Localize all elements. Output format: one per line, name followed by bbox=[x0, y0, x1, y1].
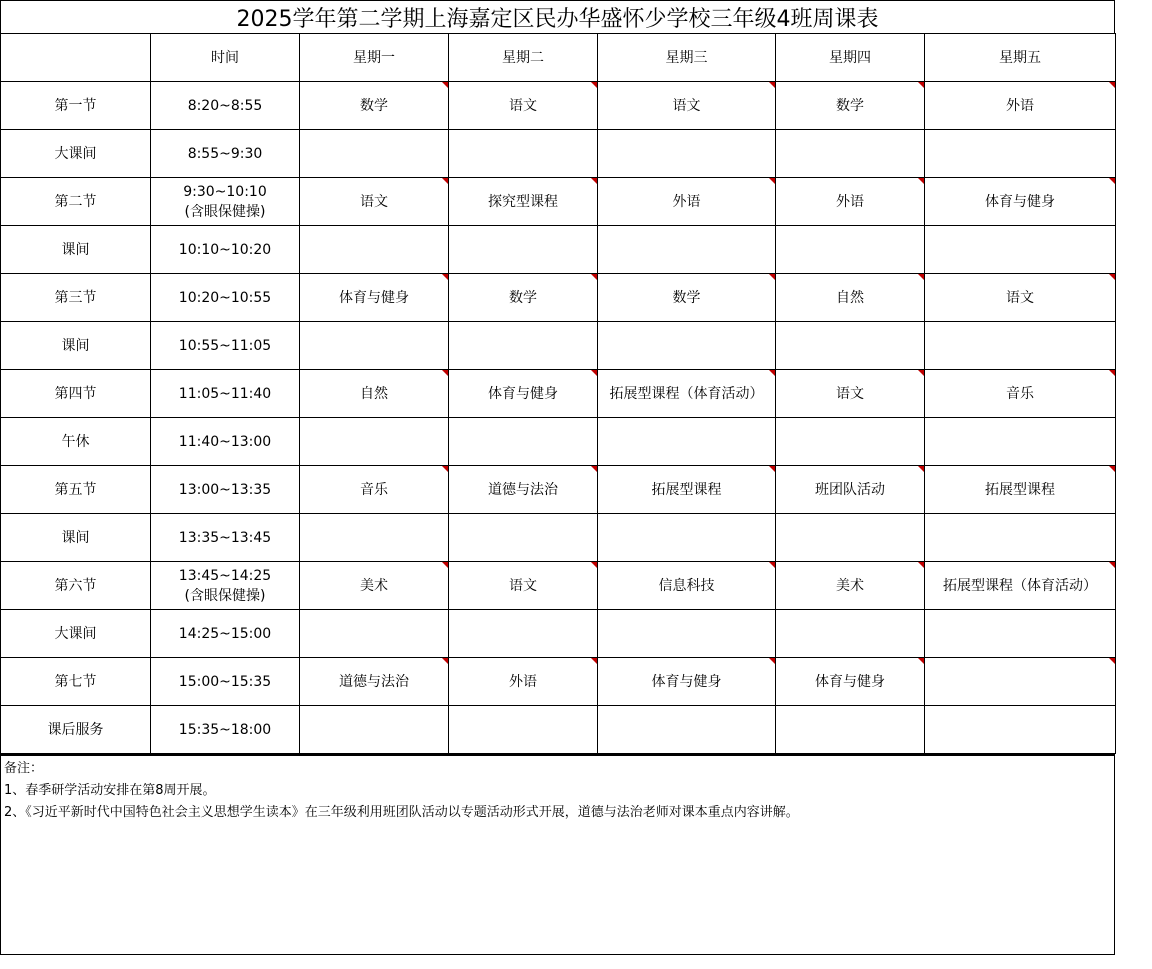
table-row bbox=[1, 466, 1116, 514]
class-cell[interactable] bbox=[776, 658, 925, 706]
time-line: 10:20~10:55 bbox=[178, 289, 272, 306]
comment-marker-icon[interactable] bbox=[769, 466, 775, 472]
class-label: 道德与法治 bbox=[339, 673, 409, 690]
class-label: 音乐 bbox=[1006, 385, 1034, 402]
time-line: 8:20~8:55 bbox=[187, 97, 263, 114]
class-cell[interactable] bbox=[449, 322, 598, 370]
table-row bbox=[1, 274, 1116, 322]
class-cell[interactable] bbox=[449, 658, 598, 706]
class-label: 信息科技 bbox=[658, 577, 715, 594]
header-cell[interactable]: 星期一 bbox=[300, 34, 449, 82]
class-cell[interactable] bbox=[300, 82, 449, 130]
time-line: 11:40~13:00 bbox=[178, 433, 272, 450]
class-cell[interactable] bbox=[776, 514, 925, 562]
time-cell[interactable] bbox=[151, 706, 300, 754]
class-cell[interactable] bbox=[776, 610, 925, 658]
class-cell[interactable] bbox=[300, 130, 449, 178]
class-cell[interactable] bbox=[925, 418, 1116, 466]
class-label: 拓展型课程 bbox=[985, 481, 1055, 498]
period-cell[interactable]: 午休 bbox=[1, 418, 151, 466]
time-cell[interactable] bbox=[151, 370, 300, 418]
class-cell[interactable] bbox=[598, 130, 776, 178]
time-line: 13:35~13:45 bbox=[178, 529, 272, 546]
time-cell[interactable] bbox=[151, 658, 300, 706]
time-line: 15:00~15:35 bbox=[178, 673, 272, 690]
class-cell[interactable] bbox=[449, 514, 598, 562]
class-cell[interactable] bbox=[449, 130, 598, 178]
class-label: 数学 bbox=[509, 289, 537, 306]
class-cell[interactable] bbox=[776, 226, 925, 274]
class-cell[interactable] bbox=[925, 178, 1116, 226]
class-cell[interactable] bbox=[925, 370, 1116, 418]
time-cell[interactable] bbox=[151, 274, 300, 322]
comment-marker-icon[interactable] bbox=[591, 370, 597, 376]
table-row bbox=[1, 610, 1116, 658]
time-cell[interactable] bbox=[151, 178, 300, 226]
note-item-2: 2、《习近平新时代中国特色社会主义思想学生读本》在三年级利用班团队活动以专题活动形式开展，道德与法治老师对课本重点内容讲解。 bbox=[4, 805, 799, 820]
class-cell[interactable] bbox=[300, 226, 449, 274]
class-cell[interactable] bbox=[449, 466, 598, 514]
time-line: 13:00~13:35 bbox=[178, 481, 272, 498]
comment-marker-icon[interactable] bbox=[1109, 562, 1115, 568]
time-line: 10:10~10:20 bbox=[178, 241, 272, 258]
class-cell[interactable] bbox=[776, 562, 925, 610]
class-cell[interactable] bbox=[449, 82, 598, 130]
notes-label: 备注： bbox=[4, 761, 44, 776]
class-cell[interactable] bbox=[300, 514, 449, 562]
class-label: 外语 bbox=[509, 673, 537, 690]
time-line: 9:30~10:10 bbox=[183, 183, 267, 200]
class-cell[interactable] bbox=[598, 82, 776, 130]
comment-marker-icon[interactable] bbox=[591, 274, 597, 280]
period-cell[interactable]: 第四节 bbox=[1, 370, 151, 418]
comment-marker-icon[interactable] bbox=[1109, 274, 1115, 280]
class-label: 语文 bbox=[509, 97, 537, 114]
comment-marker-icon[interactable] bbox=[442, 658, 448, 664]
comment-marker-icon[interactable] bbox=[442, 178, 448, 184]
comment-marker-icon[interactable] bbox=[918, 178, 924, 184]
period-cell[interactable]: 大课间 bbox=[1, 130, 151, 178]
class-label: 美术 bbox=[836, 577, 864, 594]
class-cell[interactable] bbox=[300, 274, 449, 322]
comment-marker-icon[interactable] bbox=[1109, 82, 1115, 88]
comment-marker-icon[interactable] bbox=[591, 178, 597, 184]
class-cell[interactable] bbox=[925, 658, 1116, 706]
class-cell[interactable] bbox=[598, 658, 776, 706]
class-cell[interactable] bbox=[776, 418, 925, 466]
notes-area[interactable] bbox=[0, 754, 1115, 955]
class-label: 语文 bbox=[509, 577, 537, 594]
time-cell[interactable] bbox=[151, 418, 300, 466]
time-line: 15:35~18:00 bbox=[178, 721, 272, 738]
comment-marker-icon[interactable] bbox=[442, 274, 448, 280]
class-label: 语文 bbox=[836, 385, 864, 402]
period-cell[interactable]: 大课间 bbox=[1, 610, 151, 658]
period-cell[interactable]: 第五节 bbox=[1, 466, 151, 514]
period-cell[interactable]: 第一节 bbox=[1, 82, 151, 130]
comment-marker-icon[interactable] bbox=[769, 178, 775, 184]
class-label: 语文 bbox=[1006, 289, 1034, 306]
class-cell[interactable] bbox=[776, 274, 925, 322]
class-cell[interactable] bbox=[776, 370, 925, 418]
comment-marker-icon[interactable] bbox=[769, 562, 775, 568]
class-cell[interactable] bbox=[776, 322, 925, 370]
class-cell[interactable] bbox=[598, 418, 776, 466]
class-cell[interactable] bbox=[925, 562, 1116, 610]
comment-marker-icon[interactable] bbox=[442, 370, 448, 376]
class-cell[interactable] bbox=[300, 610, 449, 658]
comment-marker-icon[interactable] bbox=[442, 466, 448, 472]
class-label: 数学 bbox=[360, 97, 388, 114]
class-cell[interactable] bbox=[776, 130, 925, 178]
class-label: 体育与健身 bbox=[815, 673, 885, 690]
class-cell[interactable] bbox=[300, 658, 449, 706]
class-label: 探究型课程 bbox=[488, 193, 558, 210]
class-label: 语文 bbox=[360, 193, 388, 210]
time-cell[interactable] bbox=[151, 226, 300, 274]
class-label: 拓展型课程 bbox=[651, 481, 722, 498]
class-label: 外语 bbox=[1006, 97, 1034, 114]
class-label: 外语 bbox=[836, 193, 864, 210]
table-row bbox=[1, 418, 1116, 466]
class-cell[interactable] bbox=[449, 178, 598, 226]
class-cell[interactable] bbox=[449, 610, 598, 658]
time-line: 13:45~14:25 bbox=[178, 567, 272, 584]
class-cell[interactable] bbox=[598, 178, 776, 226]
comment-marker-icon[interactable] bbox=[591, 562, 597, 568]
class-cell[interactable] bbox=[925, 706, 1116, 754]
table-row bbox=[1, 82, 1116, 130]
comment-marker-icon[interactable] bbox=[918, 466, 924, 472]
class-label: 外语 bbox=[672, 193, 701, 210]
class-label: 数学 bbox=[836, 97, 864, 114]
comment-marker-icon[interactable] bbox=[769, 658, 775, 664]
class-cell[interactable] bbox=[598, 514, 776, 562]
class-cell[interactable] bbox=[300, 178, 449, 226]
class-label: 道德与法治 bbox=[488, 481, 558, 498]
comment-marker-icon[interactable] bbox=[1109, 370, 1115, 376]
class-label: 体育与健身 bbox=[339, 289, 409, 306]
class-cell[interactable] bbox=[598, 226, 776, 274]
class-cell[interactable] bbox=[598, 610, 776, 658]
class-cell[interactable] bbox=[598, 274, 776, 322]
class-cell[interactable] bbox=[925, 610, 1116, 658]
class-label: 拓展型课程（体育活动） bbox=[609, 385, 764, 402]
class-cell[interactable] bbox=[598, 466, 776, 514]
period-cell[interactable]: 第三节 bbox=[1, 274, 151, 322]
table-row bbox=[1, 178, 1116, 226]
table-row bbox=[1, 370, 1116, 418]
class-cell[interactable] bbox=[925, 130, 1116, 178]
class-label: 自然 bbox=[836, 289, 864, 306]
class-label: 体育与健身 bbox=[651, 673, 722, 690]
class-cell[interactable] bbox=[300, 322, 449, 370]
time-line: 11:05~11:40 bbox=[178, 385, 272, 402]
class-cell[interactable] bbox=[449, 562, 598, 610]
class-cell[interactable] bbox=[300, 418, 449, 466]
class-cell[interactable] bbox=[449, 706, 598, 754]
time-line: 8:55~9:30 bbox=[187, 145, 263, 162]
class-label: 音乐 bbox=[360, 481, 388, 498]
comment-marker-icon[interactable] bbox=[591, 82, 597, 88]
class-label: 美术 bbox=[360, 577, 388, 594]
class-cell[interactable] bbox=[925, 274, 1116, 322]
class-label: 体育与健身 bbox=[985, 193, 1055, 210]
comment-marker-icon[interactable] bbox=[918, 562, 924, 568]
class-cell[interactable] bbox=[449, 418, 598, 466]
class-cell[interactable] bbox=[598, 322, 776, 370]
period-cell[interactable]: 课后服务 bbox=[1, 706, 151, 754]
period-cell[interactable]: 第七节 bbox=[1, 658, 151, 706]
header-cell[interactable]: 时间 bbox=[151, 34, 300, 82]
period-cell[interactable]: 课间 bbox=[1, 322, 151, 370]
time-line: (含眼保健操) bbox=[184, 203, 266, 220]
table-row bbox=[1, 226, 1116, 274]
header-row bbox=[1, 34, 1116, 82]
comment-marker-icon[interactable] bbox=[769, 274, 775, 280]
class-cell[interactable] bbox=[300, 466, 449, 514]
class-cell[interactable] bbox=[598, 370, 776, 418]
table-row bbox=[1, 706, 1116, 754]
class-label: 自然 bbox=[360, 385, 388, 402]
class-cell[interactable] bbox=[925, 514, 1116, 562]
time-cell[interactable] bbox=[151, 562, 300, 610]
class-cell[interactable] bbox=[925, 466, 1116, 514]
table-row bbox=[1, 322, 1116, 370]
class-label: 拓展型课程（体育活动） bbox=[943, 577, 1097, 594]
period-cell[interactable]: 课间 bbox=[1, 514, 151, 562]
class-cell[interactable] bbox=[925, 322, 1116, 370]
comment-marker-icon[interactable] bbox=[769, 370, 775, 376]
class-cell[interactable] bbox=[300, 562, 449, 610]
class-cell[interactable] bbox=[449, 274, 598, 322]
header-cell[interactable]: 星期五 bbox=[925, 34, 1116, 82]
class-cell[interactable] bbox=[449, 226, 598, 274]
period-cell[interactable]: 第六节 bbox=[1, 562, 151, 610]
comment-marker-icon[interactable] bbox=[1109, 658, 1115, 664]
comment-marker-icon[interactable] bbox=[442, 82, 448, 88]
class-label: 语文 bbox=[672, 97, 701, 114]
table-row bbox=[1, 130, 1116, 178]
timetable bbox=[0, 33, 1116, 754]
sheet-title[interactable]: 2025学年第二学期上海嘉定区民办华盛怀少学校三年级4班周课表 bbox=[0, 0, 1115, 33]
class-cell[interactable] bbox=[776, 178, 925, 226]
header-cell[interactable]: 星期三 bbox=[598, 34, 776, 82]
class-label: 体育与健身 bbox=[488, 385, 558, 402]
time-cell[interactable] bbox=[151, 82, 300, 130]
note-item-1: 1、春季研学活动安排在第8周开展。 bbox=[4, 783, 216, 798]
time-cell[interactable] bbox=[151, 130, 300, 178]
class-cell[interactable] bbox=[776, 82, 925, 130]
comment-marker-icon[interactable] bbox=[918, 274, 924, 280]
header-cell[interactable]: 星期二 bbox=[449, 34, 598, 82]
period-cell[interactable]: 第二节 bbox=[1, 178, 151, 226]
time-line: 14:25~15:00 bbox=[178, 625, 272, 642]
table-row bbox=[1, 514, 1116, 562]
time-line: 10:55~11:05 bbox=[178, 337, 272, 354]
class-cell[interactable] bbox=[776, 706, 925, 754]
class-cell[interactable] bbox=[300, 370, 449, 418]
comment-marker-icon[interactable] bbox=[442, 562, 448, 568]
comment-marker-icon[interactable] bbox=[918, 370, 924, 376]
class-cell[interactable] bbox=[300, 706, 449, 754]
class-cell[interactable] bbox=[598, 562, 776, 610]
class-cell[interactable] bbox=[776, 466, 925, 514]
class-label: 班团队活动 bbox=[815, 481, 885, 498]
class-cell[interactable] bbox=[925, 82, 1116, 130]
class-label: 数学 bbox=[672, 289, 701, 306]
comment-marker-icon[interactable] bbox=[591, 658, 597, 664]
comment-marker-icon[interactable] bbox=[591, 466, 597, 472]
header-cell[interactable] bbox=[1, 34, 151, 82]
period-cell[interactable]: 课间 bbox=[1, 226, 151, 274]
time-cell[interactable] bbox=[151, 514, 300, 562]
comment-marker-icon[interactable] bbox=[769, 82, 775, 88]
comment-marker-icon[interactable] bbox=[918, 658, 924, 664]
header-cell[interactable]: 星期四 bbox=[776, 34, 925, 82]
time-cell[interactable] bbox=[151, 322, 300, 370]
time-cell[interactable] bbox=[151, 610, 300, 658]
table-row bbox=[1, 658, 1116, 706]
comment-marker-icon[interactable] bbox=[1109, 178, 1115, 184]
time-cell[interactable] bbox=[151, 466, 300, 514]
table-row bbox=[1, 562, 1116, 610]
time-line: (含眼保健操) bbox=[184, 587, 266, 604]
class-cell[interactable] bbox=[598, 706, 776, 754]
comment-marker-icon[interactable] bbox=[1109, 466, 1115, 472]
class-cell[interactable] bbox=[449, 370, 598, 418]
class-cell[interactable] bbox=[925, 226, 1116, 274]
comment-marker-icon[interactable] bbox=[918, 82, 924, 88]
